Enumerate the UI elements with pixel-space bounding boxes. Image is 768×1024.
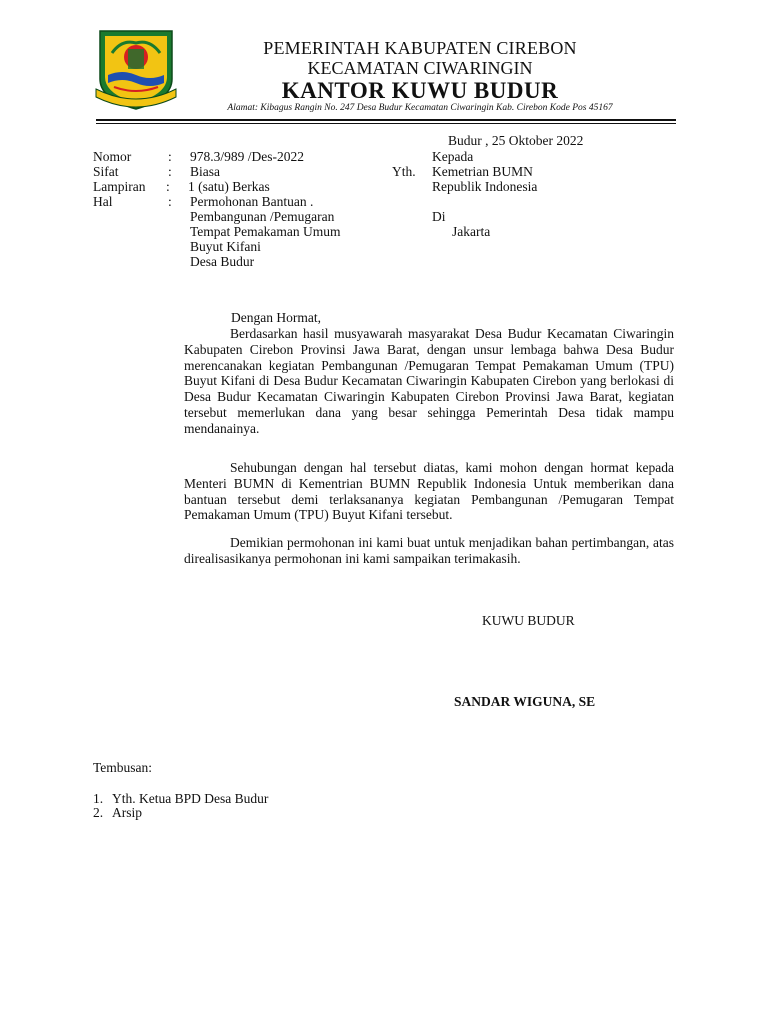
letterhead-district: KECAMATAN CIWARINGIN [307,58,533,78]
cc-item-number: 1. [93,791,104,806]
recipient-country: Republik Indonesia [432,179,538,194]
meta-label-hal: Hal [93,194,113,209]
cc-item-number: 2. [93,805,104,820]
letter-date: Budur , 25 Oktober 2022 [448,133,584,148]
body-paragraph-2 [184,460,674,523]
meta-value-nomor: 978.3/989 /Des-2022 [190,149,304,164]
regency-emblem-logo [92,25,180,113]
recipient-yth: Yth. [392,164,416,179]
meta-value-lampiran: 1 (satu) Berkas [188,179,270,194]
meta-sep: : [168,164,172,179]
cc-heading: Tembusan: [93,760,153,775]
cc-item-text: Arsip [112,805,142,820]
meta-value-hal: Permohonan Bantuan . [190,194,314,209]
subject-line: Tempat Pemakaman Umum [190,224,341,239]
meta-sep: : [166,179,170,194]
body-paragraph-2-text: Sehubungan dengan hal tersebut diatas, kami mohon dengan hormat kepada Menteri BUMN di Kementrian BUMN Republik Indonesia Untuk memberikan dana bantuan tersebut demi terlaksananya kegiatan Pembangunan /Pemugaran Tempat Pemakaman Umum (TPU) Buyut Kifani tersebut. [184,460,674,523]
signature-name: SANDAR WIGUNA, SE [454,694,596,709]
letterhead-office: KANTOR KUWU BUDUR [281,78,559,103]
recipient-name: Kemetrian BUMN [432,164,533,179]
subject-line: Buyut Kifani [190,239,261,254]
cc-item-text: Yth. Ketua BPD Desa Budur [112,791,269,806]
meta-label-sifat: Sifat [93,164,119,179]
body-paragraph-3 [184,535,674,567]
body-paragraph-3-text: Demikian permohonan ini kami buat untuk menjadikan bahan pertimbangan, atas direalisasikanya permohonan ini kami sampaikan terimakasih. [184,535,674,566]
body-paragraph-1 [184,326,674,437]
subject-line: Desa Budur [190,254,255,269]
meta-label-nomor: Nomor [93,149,132,164]
letterhead-government: PEMERINTAH KABUPATEN CIREBON [263,38,577,58]
meta-sep: : [168,149,172,164]
salutation: Dengan Hormat, [231,310,321,325]
meta-sep: : [168,194,172,209]
meta-label-lampiran: Lampiran [93,179,146,194]
recipient-di: Di [432,209,446,224]
meta-value-sifat: Biasa [190,164,220,179]
letterhead-address: Alamat: Kibagus Rangin No. 247 Desa Budur Kecamatan Ciwaringin Kab. Cirebon Kode Pos 45167 [227,103,613,113]
subject-line: Pembangunan /Pemugaran [190,209,335,224]
recipient-kepada: Kepada [432,149,474,164]
body-paragraph-1-text: Berdasarkan hasil musyawarah masyarakat Desa Budur Kecamatan Ciwaringin Kabupaten Cirebon Provinsi Jawa Barat, dengan unsur lembaga bahwa Desa Budur merencanakan kegiatan Pembangunan /Pemugaran Tempat Pemakaman Umum (TPU) Buyut Kifani di Desa Budur Kecamatan Ciwaringin Kabupaten Cirebon yang berlokasi di Desa Budur Kecamatan Ciwaringin Kabupaten Cirebon Provinsi Jawa Barat, kegiatan tersebut memerlukan dana yang besar sehingga Pemerintah Desa tidak mampu mendanainya. [184,326,674,436]
letterhead-rule-thick [96,119,676,121]
recipient-city: Jakarta [452,224,491,239]
letterhead-rule-thin [96,123,676,124]
signature-title: KUWU BUDUR [482,613,575,628]
